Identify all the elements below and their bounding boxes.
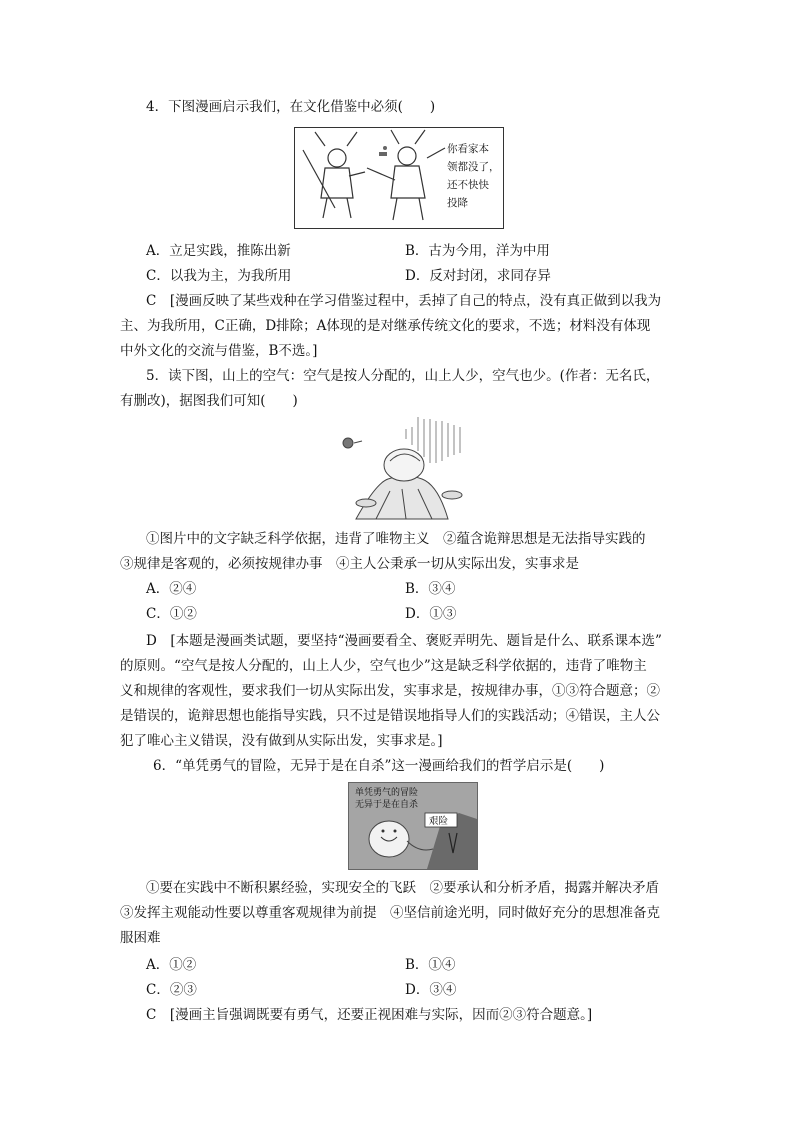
q6-cartoon-sign: 艰险 <box>429 816 449 827</box>
q6-cartoon-caption-1: 单凭勇气的冒险 <box>355 788 419 798</box>
q6-cartoon-drawing <box>349 783 477 869</box>
q5-answer-line-2: 的原则。“空气是按人分配的，山上人少，空气也少”这是缺乏科学依据的，违背了唯物主 <box>120 658 647 674</box>
q6-option-b: B．①④ <box>405 957 456 973</box>
q6-statements-line-3: 服困难 <box>120 930 161 946</box>
q6-stem: 6．“单凭勇气的冒险，无异于是在自杀”这一漫画给我们的哲学启示是( ) <box>153 758 605 774</box>
q5-statements-line-1: ①图片中的文字缺乏科学依据，违背了唯物主义 ②蕴含诡辩思想是无法指导实践的 <box>146 531 646 547</box>
q5-answer-line-3: 义和规律的客观性，要求我们一切从实际出发，实事求是，按规律办事，①③符合题意；② <box>120 683 660 699</box>
q6-cartoon <box>348 782 478 870</box>
q6-option-d: D．③④ <box>405 982 457 998</box>
q5-answer-line-1: D [本题是漫画类试题，要坚持“漫画要看全、褒贬弄明先、题旨是什么、联系课本选” <box>146 633 662 649</box>
q5-stem-line-2: 有删改)，据图我们可知( ) <box>120 393 298 409</box>
q6-option-a: A．①② <box>146 957 197 973</box>
q6-statements-line-2: ③发挥主观能动性要以尊重客观规律为前提 ④坚信前途光明，同时做好充分的思想准备克 <box>120 905 660 921</box>
q5-answer-line-5: 犯了唯心主义错误，没有做到从实际出发，实事求是。] <box>120 733 443 749</box>
q4-option-d: D．反对封闭，求同存异 <box>405 268 551 284</box>
q5-option-a: A．②④ <box>146 581 197 597</box>
q4-cartoon-drawing <box>295 128 503 228</box>
q4-option-c: C．以我为主，为我所用 <box>146 268 292 284</box>
q6-answer-line-1: C [漫画主旨强调既要有勇气，还要正视困难与实际，因而②③符合题意。] <box>146 1007 593 1023</box>
q4-stem: 4．下图漫画启示我们，在文化借鉴中必须( ) <box>146 99 436 115</box>
q5-option-d: D．①③ <box>405 606 457 622</box>
q5-option-b: B．③④ <box>405 581 456 597</box>
q5-stem-line-1: 5．读下图，山上的空气：空气是按人分配的，山上人少，空气也少。(作者：无名氏， <box>146 368 660 384</box>
q4-answer-line-1: C [漫画反映了某些戏种在学习借鉴过程中，丢掉了自己的特点，没有真正做到以我为 <box>146 293 662 309</box>
q4-cartoon-text-1: 你看家本 <box>447 143 489 155</box>
q4-cartoon-text-2: 领都没了， <box>447 161 500 173</box>
q4-option-a: A．立足实践，推陈出新 <box>146 243 291 259</box>
q5-cartoon <box>336 413 472 521</box>
q4-option-b: B．古为今用，洋为中用 <box>405 243 550 259</box>
q5-answer-line-4: 是错误的，诡辩思想也能指导实践，只不过是错误地指导人们的实践活动；④错误，主人公 <box>120 708 660 724</box>
q5-cartoon-drawing <box>336 413 472 521</box>
q6-option-c: C．②③ <box>146 982 197 998</box>
q4-cartoon-text-3: 还不快快 <box>447 179 489 191</box>
q5-statements-line-2: ③规律是客观的，必须按规律办事 ④主人公秉承一切从实际出发，实事求是 <box>120 556 579 572</box>
q4-cartoon-text-4: 投降 <box>447 197 468 209</box>
q4-answer-line-2: 主、为我所用，C正确，D排除；A体现的是对继承传统文化的要求，不选；材料没有体现 <box>120 318 651 334</box>
q6-cartoon-caption-2: 无异于是在自杀 <box>355 800 419 810</box>
q6-statements-line-1: ①要在实践中不断积累经验，实现安全的飞跃 ②要承认和分析矛盾，揭露并解决矛盾 <box>146 880 659 896</box>
q4-cartoon <box>294 127 504 229</box>
q5-option-c: C．①② <box>146 606 197 622</box>
q4-answer-line-3: 中外文化的交流与借鉴，B不选。] <box>120 343 318 359</box>
